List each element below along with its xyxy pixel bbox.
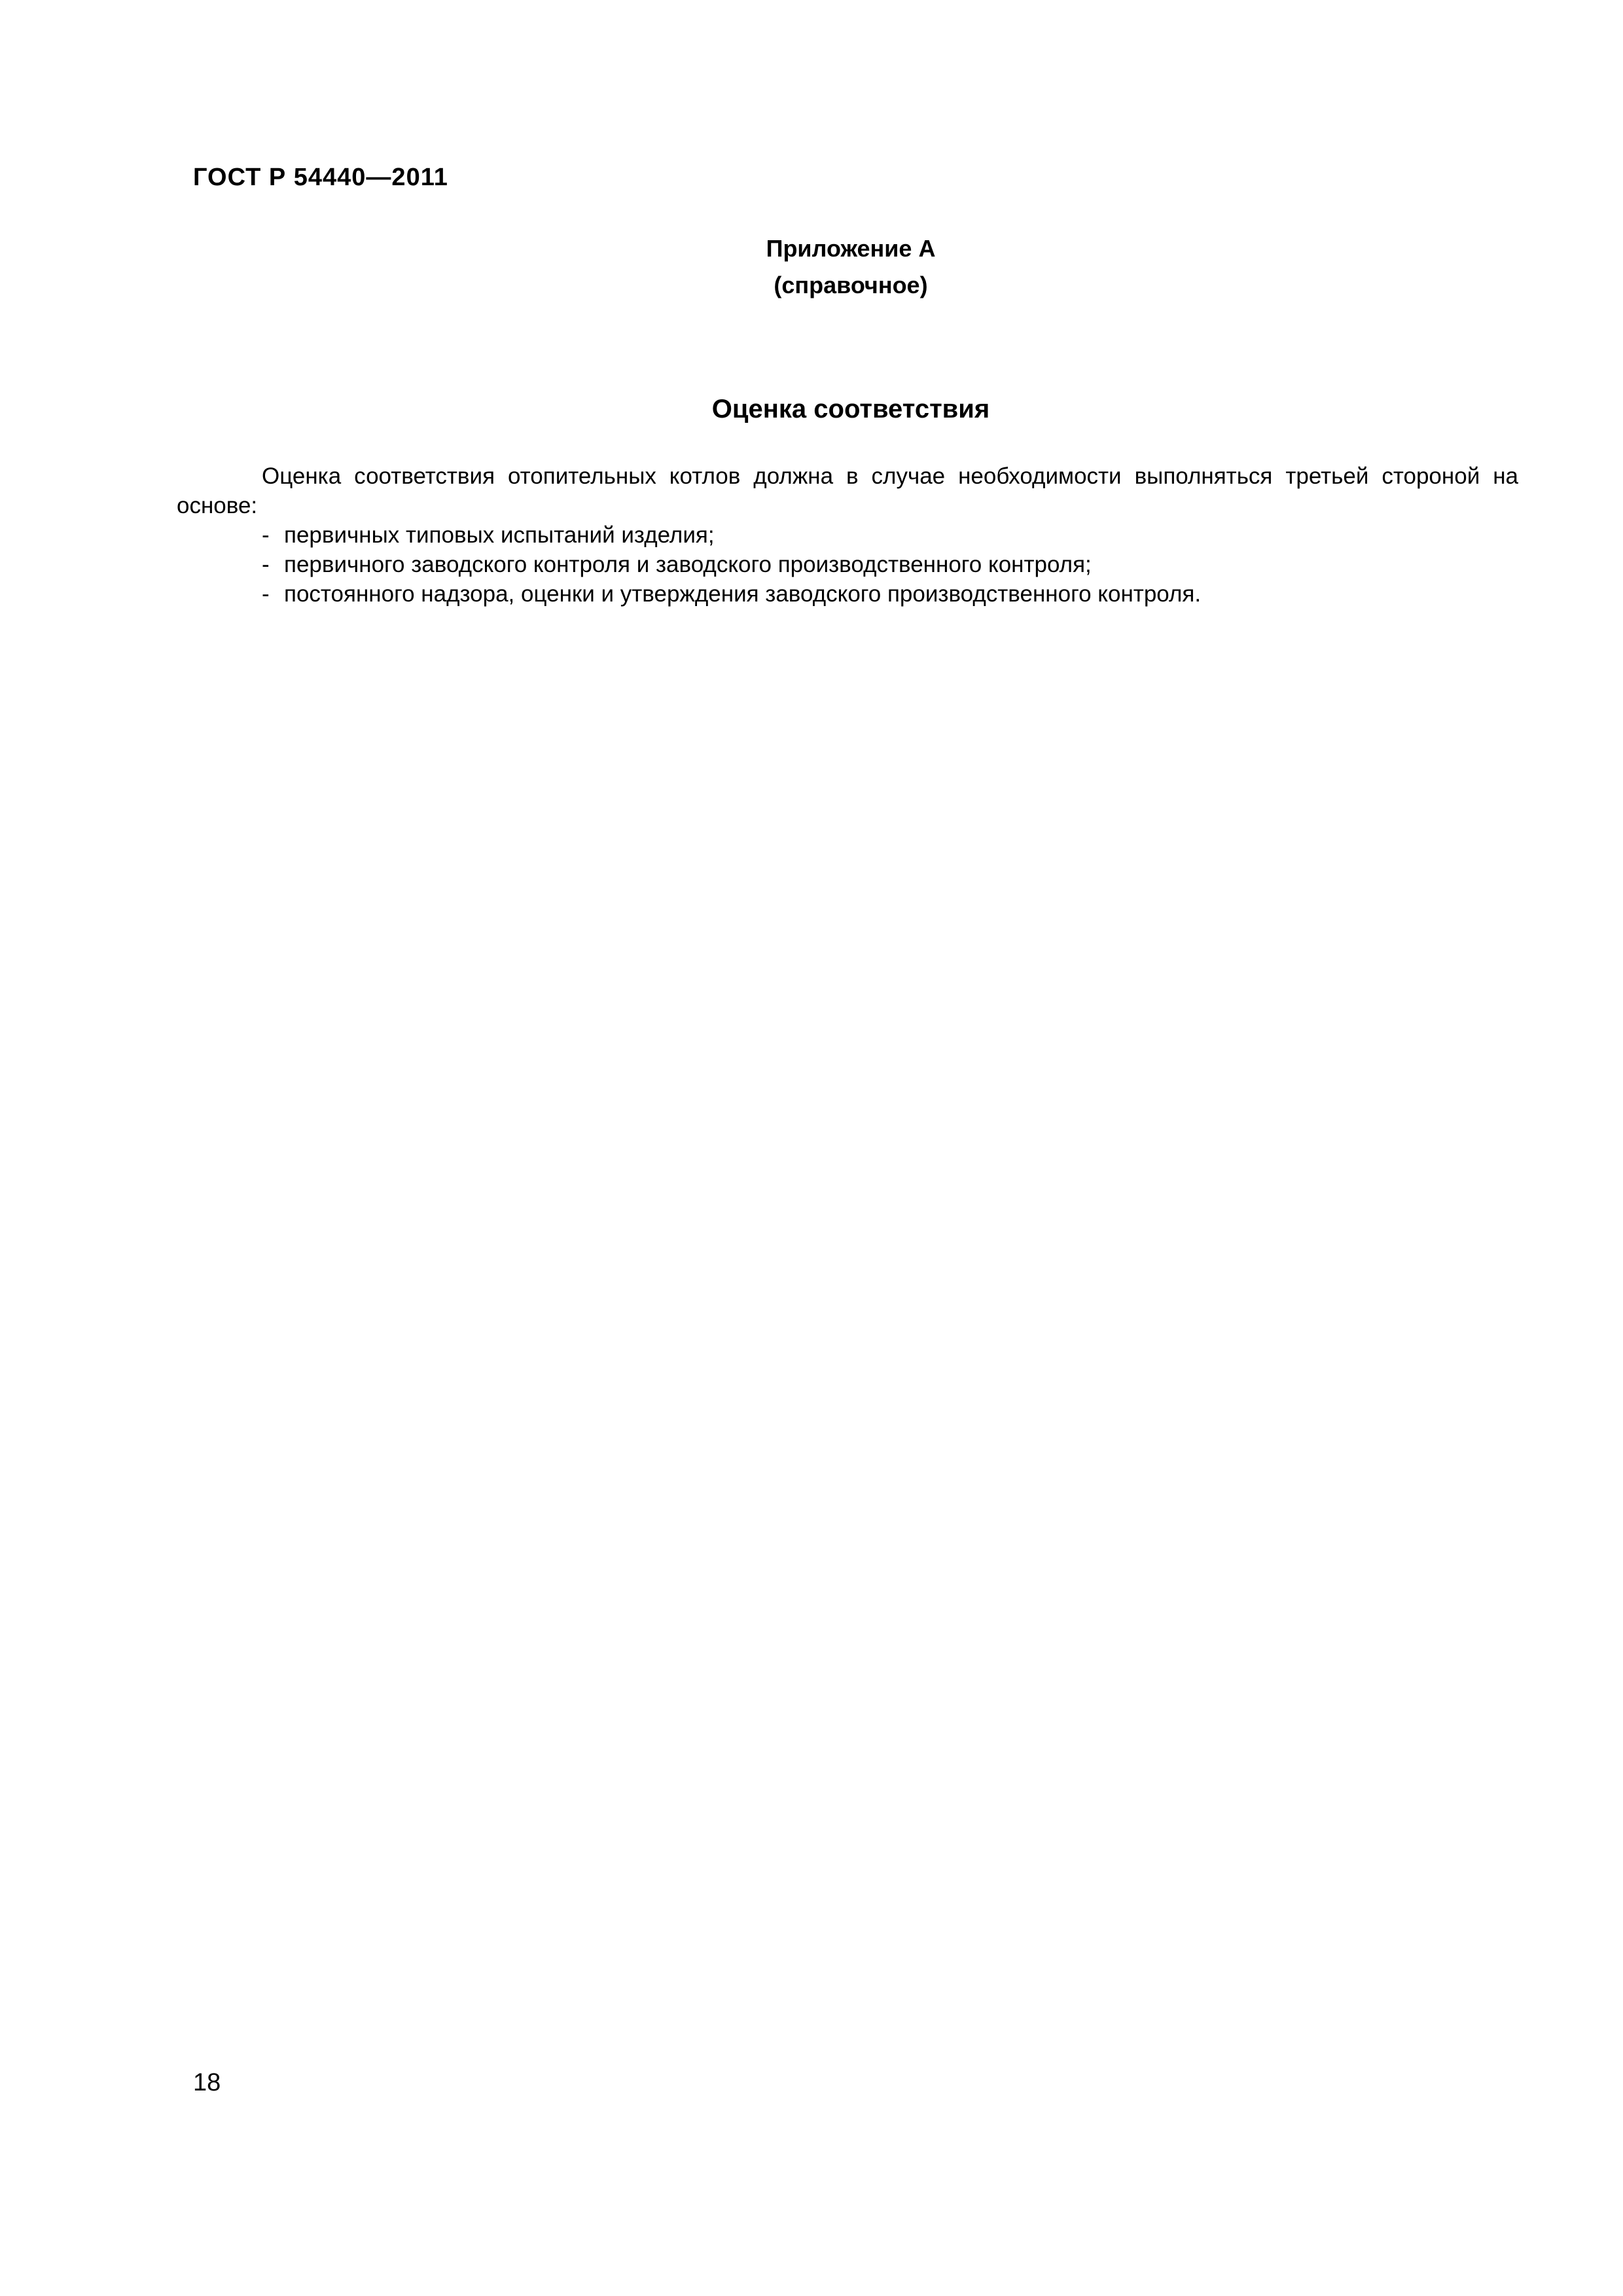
appendix-heading <box>713 230 988 304</box>
list-item-text: первичного заводского контроля и заводского производственного контроля; <box>284 552 1092 577</box>
list-marker: - <box>262 581 270 607</box>
list-item-text: постоянного надзора, оценки и утверждения заводского производственного контроля. <box>284 581 1202 607</box>
list-item <box>177 520 1518 550</box>
document-code: ГОСТ Р 54440—2011 <box>193 164 448 191</box>
list-marker: - <box>262 552 270 577</box>
appendix-subtitle: (справочное) <box>774 272 928 298</box>
list-item <box>177 579 1518 609</box>
body-text <box>177 461 1518 609</box>
list-marker: - <box>262 522 270 548</box>
requirements-list <box>177 520 1518 609</box>
list-item <box>177 550 1518 579</box>
section-title: Оценка соответствия <box>711 395 990 423</box>
list-item-text: первичных типовых испытаний изделия; <box>284 522 715 548</box>
intro-paragraph: Оценка соответствия отопительных котлов должна в случае необходимости выполняться третьей стороной на основе: <box>177 463 1518 518</box>
appendix-title: Приложение А <box>766 235 936 262</box>
page-number: 18 <box>193 2069 221 2096</box>
